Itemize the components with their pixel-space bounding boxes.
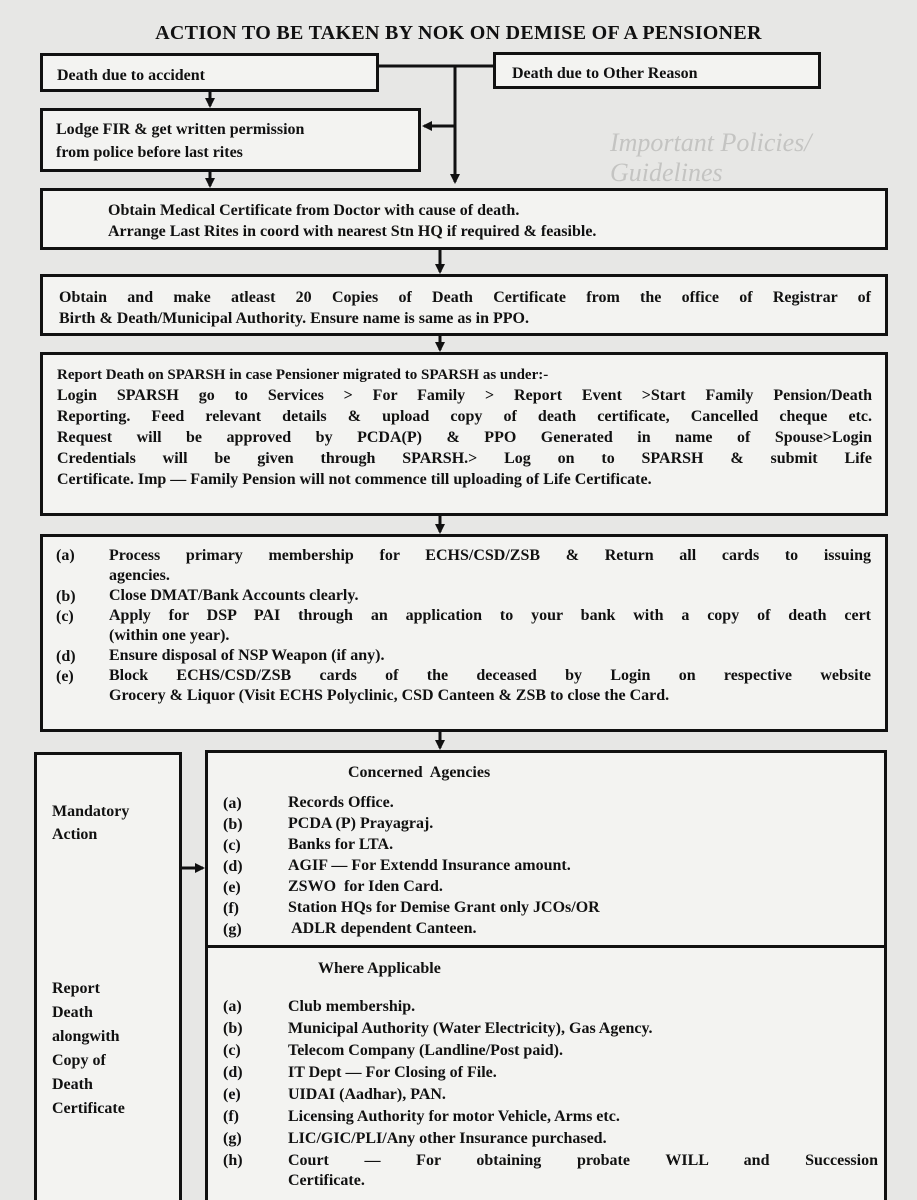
applicable-e-text: UIDAI (Aadhar), PAN. [288, 1086, 446, 1103]
applicable-b-label: (b) [223, 1020, 243, 1037]
concerned-f-text: Station HQs for Demise Grant only JCOs/OR [288, 899, 600, 916]
certificate-line-2: Birth & Death/Municipal Authority. Ensure name is same as in PPO. [59, 310, 529, 327]
box-death-certificate [40, 274, 888, 336]
box-where-applicable [205, 945, 887, 1200]
applicable-h-line-1: Court — For obtaining probate WILL and Succession [288, 1152, 878, 1169]
applicable-e-label: (e) [223, 1086, 241, 1103]
action-e-line-1: Block ECHS/CSD/ZSB cards of the deceased by Login on respective website [109, 667, 871, 684]
concerned-g-text: ADLR dependent Canteen. [288, 920, 477, 937]
action-c-line-1: Apply for DSP PAI through an application to your bank with a copy of death cert [109, 607, 871, 624]
fir-line-1: Lodge FIR & get written permission [56, 121, 305, 138]
applicable-h-label: (h) [223, 1152, 243, 1169]
applicable-a-text: Club membership. [288, 998, 416, 1015]
applicable-b-text: Municipal Authority (Water Electricity), Gas Agency. [288, 1020, 653, 1037]
report-line-2: Death [52, 1004, 93, 1021]
concerned-b-label: (b) [223, 816, 243, 833]
mandatory-line-2: Action [52, 826, 98, 843]
action-e-line-2: Grocery & Liquor (Visit ECHS Polyclinic, CSD Canteen & ZSB to close the Card. [109, 687, 670, 704]
concerned-e-text: ZSWO for Iden Card. [288, 878, 443, 895]
applicable-g-label: (g) [223, 1130, 242, 1147]
report-line-6: Certificate [52, 1100, 125, 1117]
sparsh-line-5: Credentials will be given through SPARSH.> Log on to SPARSH & submit Life [57, 450, 872, 467]
medical-line-1: Obtain Medical Certificate from Doctor with cause of death. [108, 202, 520, 219]
medical-line-2: Arrange Last Rites in coord with nearest Stn HQ if required & feasible. [108, 223, 597, 240]
box-death-accident [40, 53, 379, 92]
bleed-through-text: Important Policies/ Guidelines [610, 128, 812, 187]
box-lodge-fir [40, 108, 421, 172]
page-title: ACTION TO BE TAKEN BY NOK ON DEMISE OF A PENSIONER [155, 22, 762, 44]
action-d-label: (d) [56, 648, 76, 665]
concerned-a-text: Records Office. [288, 794, 394, 811]
action-c-label: (c) [56, 608, 74, 625]
concerned-d-text: AGIF — For Extendd Insurance amount. [288, 857, 571, 874]
mandatory-line-1: Mandatory [52, 803, 130, 820]
fir-line-2: from police before last rites [56, 144, 243, 161]
action-a-line-1: Process primary membership for ECHS/CSD/ZSB & Return all cards to issuing [109, 547, 871, 564]
sparsh-line-2: Login SPARSH go to Services > For Family > Report Event >Start Family Pension/Death [57, 387, 872, 404]
accident-text: Death due to accident [57, 67, 205, 84]
concerned-a-label: (a) [223, 795, 242, 812]
report-line-5: Death [52, 1076, 93, 1093]
report-line-4: Copy of [52, 1052, 106, 1069]
concerned-d-label: (d) [223, 858, 243, 875]
applicable-a-label: (a) [223, 998, 242, 1015]
box-death-other [493, 52, 821, 89]
applicable-g-text: LIC/GIC/PLI/Any other Insurance purchased. [288, 1130, 607, 1147]
applicable-d-text: IT Dept — For Closing of File. [288, 1064, 497, 1081]
sparsh-line-4: Request will be approved by PCDA(P) & PPO Generated in name of Spouse>Login [57, 429, 872, 446]
action-e-label: (e) [56, 668, 74, 685]
certificate-line-1: Obtain and make atleast 20 Copies of Death Certificate from the office of Registrar of [59, 289, 871, 306]
applicable-f-text: Licensing Authority for motor Vehicle, Arms etc. [288, 1108, 620, 1125]
concerned-c-text: Banks for LTA. [288, 836, 394, 853]
sparsh-line-1: Report Death on SPARSH in case Pensioner migrated to SPARSH as under:- [57, 367, 549, 383]
box-concerned-agencies [205, 750, 887, 948]
concerned-b-text: PCDA (P) Prayagraj. [288, 815, 434, 832]
applicable-f-label: (f) [223, 1108, 239, 1125]
concerned-e-label: (e) [223, 879, 241, 896]
report-line-1: Report [52, 980, 100, 997]
report-line-3: alongwith [52, 1028, 120, 1045]
box-mandatory-action [34, 752, 182, 1200]
box-sparsh-report [40, 352, 888, 516]
applicable-c-text: Telecom Company (Landline/Post paid). [288, 1042, 563, 1059]
applicable-d-label: (d) [223, 1064, 243, 1081]
concerned-g-label: (g) [223, 921, 242, 938]
action-a-line-2: agencies. [109, 567, 170, 584]
box-medical-certificate [40, 188, 888, 250]
concerned-c-label: (c) [223, 837, 241, 854]
other-reason-text: Death due to Other Reason [512, 65, 698, 82]
box-actions-list [40, 534, 888, 732]
applicable-c-label: (c) [223, 1042, 241, 1059]
action-a-label: (a) [56, 547, 75, 564]
action-b-line-1: Close DMAT/Bank Accounts clearly. [109, 587, 359, 604]
action-d-line-1: Ensure disposal of NSP Weapon (if any). [109, 647, 385, 664]
action-c-line-2: (within one year). [109, 627, 230, 644]
sparsh-line-6: Certificate. Imp — Family Pension will not commence till uploading of Life Certificate. [57, 471, 652, 488]
action-b-label: (b) [56, 588, 76, 605]
concerned-f-label: (f) [223, 900, 239, 917]
sparsh-line-3: Reporting. Feed relevant details & upload copy of death certificate, Cancelled cheque etc. [57, 408, 872, 425]
applicable-h-line-2: Certificate. [288, 1172, 365, 1189]
applicable-heading: Where Applicable [318, 960, 441, 977]
concerned-heading: Concerned Agencies [348, 764, 491, 781]
